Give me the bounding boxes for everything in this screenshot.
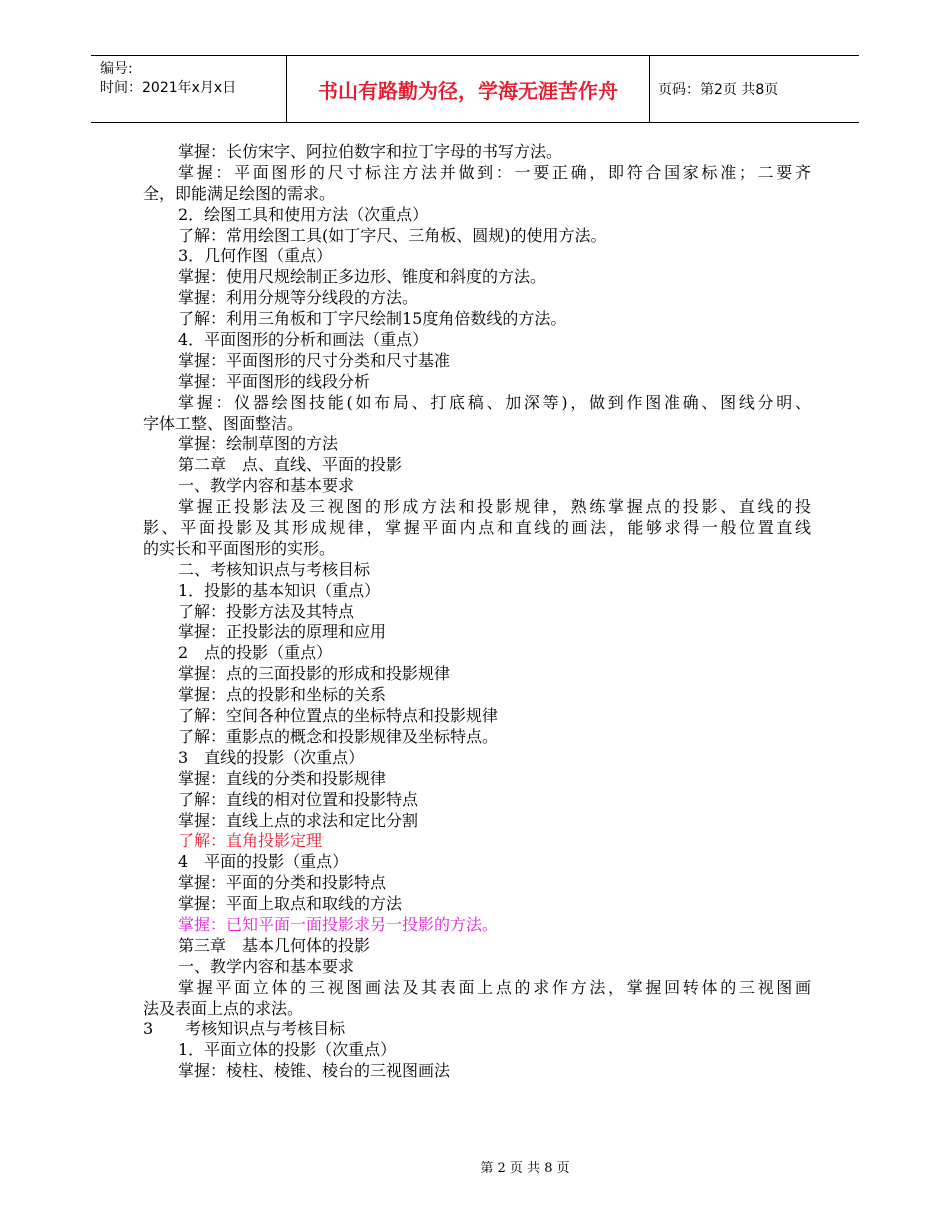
text-line: 掌握：点的三面投影的形成和投影规律: [178, 664, 451, 684]
text-line: 了解：直角投影定理: [178, 831, 323, 851]
text-line: 2 点的投影（重点）: [178, 643, 333, 663]
text-line: 2．绘图工具和使用方法（次重点）: [178, 204, 429, 224]
text-line: 第二章 点、直线、平面的投影: [178, 455, 403, 475]
text-line: 1．投影的基本知识（重点）: [178, 580, 381, 600]
text-line: 3 直线的投影（次重点）: [178, 747, 365, 767]
text-line: 了解：常用绘图工具(如丁字尺、三角板、圆规)的使用方法。: [178, 225, 607, 245]
text-line: 掌握：绘制草图的方法: [178, 434, 339, 454]
text-line: 掌握：已知平面一面投影求另一投影的方法。: [178, 914, 499, 934]
text-line: 法及表面上点的求法。: [143, 998, 304, 1018]
text-line: 了解：直线的相对位置和投影特点: [178, 789, 419, 809]
text-line: 了解：重影点的概念和投影规律及坐标特点。: [178, 726, 499, 746]
text-line: 掌握：平面图形的尺寸分类和尺寸基准: [178, 350, 451, 370]
text-line: 一、教学内容和基本要求: [178, 476, 355, 496]
text-line: 4 平面的投影（重点）: [178, 852, 349, 872]
text-line: 掌握正投影法及三视图的形成方法和投影规律，熟练掌握点的投影、直线的投: [178, 497, 811, 517]
text-line: 掌握：平面图形的尺寸标注方法并做到：一要正确，即符合国家标准；二要齐: [178, 162, 811, 182]
page-footer: 第 2 页 共 8 页: [480, 1161, 570, 1176]
document-body: [143, 142, 811, 1082]
text-line: 了解：投影方法及其特点: [178, 601, 355, 621]
text-line: 3 考核知识点与考核目标: [143, 1019, 346, 1039]
text-line: 二、考核知识点与考核目标: [178, 559, 371, 579]
text-line: 掌握：直线的分类和投影规律: [178, 768, 387, 788]
text-line: 1．平面立体的投影（次重点）: [178, 1040, 397, 1060]
text-line: 掌握平面立体的三视图画法及其表面上点的求作方法，掌握回转体的三视图画: [178, 977, 811, 997]
text-line: 掌握：直线上点的求法和定比分割: [178, 810, 419, 830]
text-line: 一、教学内容和基本要求: [178, 956, 355, 976]
text-line: 掌握：使用尺规绘制正多边形、锥度和斜度的方法。: [178, 267, 547, 287]
text-line: 第三章 基本几何体的投影: [178, 935, 371, 955]
text-line: 掌握：点的投影和坐标的关系: [178, 685, 387, 705]
page-header: [91, 55, 859, 123]
text-line: 掌握：平面上取点和取线的方法: [178, 894, 403, 914]
header-meta: [100, 60, 236, 98]
text-line: 4．平面图形的分析和画法（重点）: [178, 330, 429, 350]
text-line: 掌握：平面图形的线段分析: [178, 371, 371, 391]
text-line: 影、平面投影及其形成规律，掌握平面内点和直线的画法，能够求得一般位置直线: [143, 518, 811, 538]
text-line: 掌握：仪器绘图技能(如布局、打底稿、加深等)，做到作图准确、图线分明、: [178, 392, 811, 412]
text-line: 全，即能满足绘图的需求。: [143, 183, 336, 203]
text-line: 的实长和平面图形的实形。: [143, 538, 336, 558]
document-time-label: 时间：2021年x月x日: [100, 80, 237, 96]
text-line: 掌握：棱柱、棱锥、棱台的三视图画法: [178, 1061, 451, 1081]
header-page-info: 页码：第2页 共8页: [658, 82, 779, 98]
text-line: 了解：利用三角板和丁字尺绘制15度角倍数线的方法。: [178, 309, 567, 329]
text-line: 掌握：正投影法的原理和应用: [178, 622, 387, 642]
document-number-label: 编号:: [100, 61, 133, 77]
text-line: 掌握：长仿宋字、阿拉伯数字和拉丁字母的书写方法。: [178, 142, 563, 161]
header-motto: 书山有路勤为径，学海无涯苦作舟: [286, 56, 650, 122]
text-line: 字体工整、图面整洁。: [143, 413, 304, 433]
text-line: 掌握：平面的分类和投影特点: [178, 873, 387, 893]
text-line: 了解：空间各种位置点的坐标特点和投影规律: [178, 706, 499, 726]
text-line: 3．几何作图（重点）: [178, 246, 333, 266]
text-line: 掌握：利用分规等分线段的方法。: [178, 288, 419, 308]
